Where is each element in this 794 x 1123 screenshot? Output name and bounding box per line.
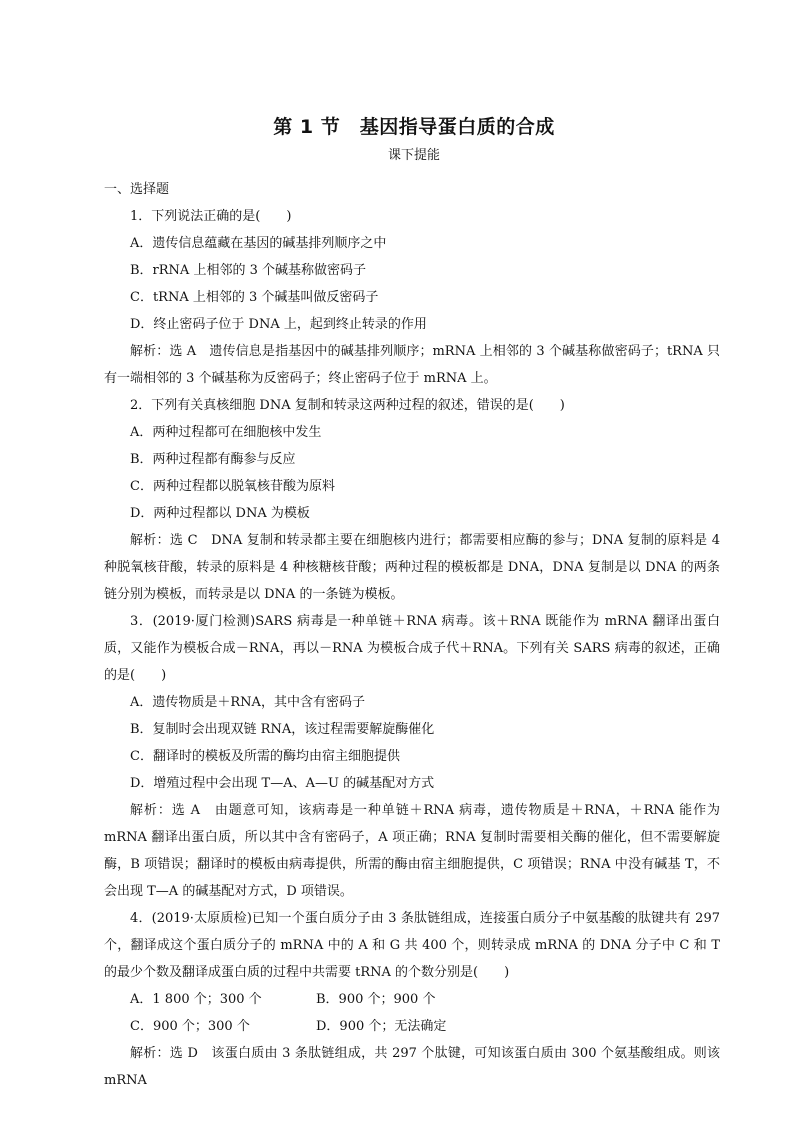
q1-option-b: B．rRNA 上相邻的 3 个碱基称做密码子 [130, 263, 366, 278]
q4-options-row-1 [104, 986, 720, 1013]
q4-option-d: D．900 个；无法确定 [316, 1019, 447, 1034]
q2-option-a: A．两种过程都可在细胞核中发生 [130, 425, 322, 440]
q3-option-a: A．遗传物质是＋RNA，其中含有密码子 [130, 695, 365, 710]
q1-option-d: D．终止密码子位于 DNA 上，起到终止转录的作用 [130, 317, 427, 332]
q2-stem: 2．下列有关真核细胞 DNA 复制和转录这两种过程的叙述，错误的是( ) [130, 398, 565, 413]
q3-explanation: 解析：选 A 由题意可知，该病毒是一种单链＋RNA 病毒，遗传物质是＋RNA，＋RNA 能作为 mRNA 翻译出蛋白质，所以其中含有密码子，A 项正确；RNA 复制时需要相关酶的催化，但不需要解旋酶，B 项错误；翻译时的模板由病毒提供，所需的酶由宿主细胞提供，C 项错误；RNA 中没有碱基 T，不会出现 T—A 的碱基配对方式，D 项错误。 [104, 803, 720, 899]
q1-explanation: 解析：选 A 遗传信息是指基因中的碱基排列顺序；mRNA 上相邻的 3 个碱基称做密码子；tRNA 只有一端相邻的 3 个碱基称为反密码子；终止密码子位于 mRNA 上。 [104, 344, 720, 386]
q1-option-c: C．tRNA 上相邻的 3 个碱基叫做反密码子 [130, 290, 379, 305]
q1-option-a: A．遗传信息蕴藏在基因的碱基排列顺序之中 [130, 236, 387, 251]
q3-option-c: C．翻译时的模板及所需的酶均由宿主细胞提供 [130, 749, 400, 764]
q2-option-c: C．两种过程都以脱氧核苷酸为原料 [130, 479, 335, 494]
q4-option-c: C．900 个；300 个 [130, 1019, 250, 1034]
q3-option-b: B．复制时会出现双链 RNA，该过程需要解旋酶催化 [130, 722, 435, 737]
page-subtitle: 课下提能 [387, 148, 440, 163]
q3-option-d: D．增殖过程中会出现 T—A、A—U 的碱基配对方式 [130, 776, 435, 791]
q4-option-b: B．900 个；900 个 [316, 992, 436, 1007]
section-heading: 一、选择题 [104, 182, 170, 197]
page-title: 第 1 节 基因指导蛋白质的合成 [273, 116, 555, 138]
q2-explanation: 解析：选 C DNA 复制和转录都主要在细胞核内进行；都需要相应酶的参与；DNA 复制的原料是 4 种脱氧核苷酸，转录的原料是 4 种核糖核苷酸；两种过程的模板都是 DNA，DNA 复制是以 DNA 的两条链分别为模板，而转录是以 DNA 的一条链为模板。 [104, 533, 720, 602]
q4-option-a: A．1 800 个；300 个 [130, 992, 262, 1007]
q4-explanation: 解析：选 D 该蛋白质由 3 条肽链组成，共 297 个肽键，可知该蛋白质由 300 个氨基酸组成。则该 mRNA [104, 1046, 720, 1088]
q2-option-d: D．两种过程都以 DNA 为模板 [130, 506, 310, 521]
q4-stem: 4．(2019·太原质检)已知一个蛋白质分子由 3 条肽链组成，连接蛋白质分子中氨基酸的肽键共有 297 个，翻译成这个蛋白质分子的 mRNA 中的 A 和 G 共 400 个，则转录成 mRNA 的 DNA 分子中 C 和 T 的最少个数及翻译成蛋白质的过程中共需要 tRNA 的个数分别是( ) [104, 911, 720, 980]
document-content [104, 112, 720, 1094]
q1-stem: 1．下列说法正确的是( ) [130, 209, 292, 224]
q3-stem: 3．(2019·厦门检测)SARS 病毒是一种单链＋RNA 病毒。该＋RNA 既能作为 mRNA 翻译出蛋白质，又能作为模板合成－RNA，再以－RNA 为模板合成子代＋RNA。下列有关 SARS 病毒的叙述，正确的是( ) [104, 614, 720, 683]
q2-option-b: B．两种过程都有酶参与反应 [130, 452, 296, 467]
q4-options-row-2 [104, 1013, 720, 1040]
